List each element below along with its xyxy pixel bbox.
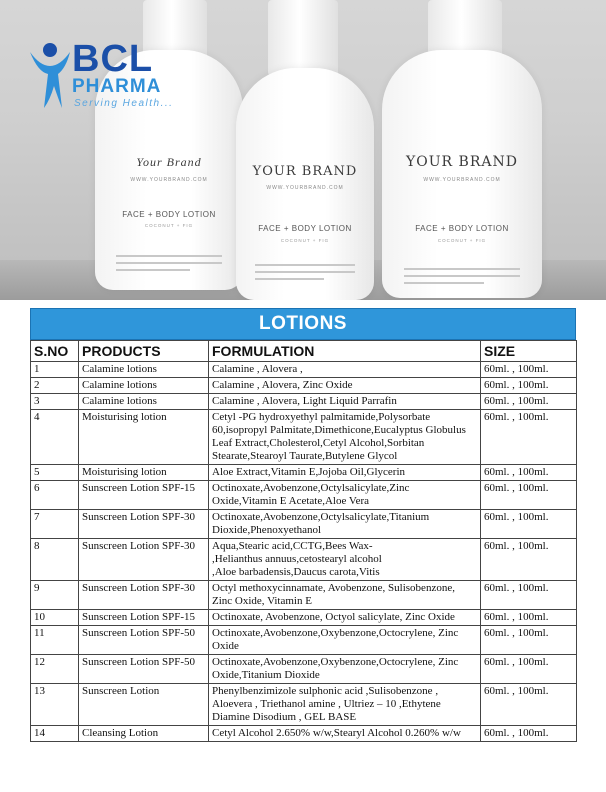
- bottle-variant: COCONUT + FIG: [437, 238, 487, 243]
- cell-sno: 9: [31, 581, 79, 610]
- table-row: [31, 362, 577, 378]
- bottle-fineprint: [255, 264, 354, 266]
- cell-size: 60ml. , 100ml.: [481, 410, 577, 465]
- cell-sno: 13: [31, 684, 79, 726]
- cell-formulation: Octinoxate,Avobenzone,Octylsalicylate,Titanium Dioxide,Phenoxyethanol: [209, 510, 481, 539]
- cell-product: Moisturising lotion: [79, 410, 209, 465]
- person-icon: [28, 38, 72, 118]
- bottle-product: FACE + BODY LOTION: [122, 210, 216, 219]
- cell-formulation: Octinoxate, Avobenzone, Octyol salicylate, Zinc Oxide: [209, 610, 481, 626]
- cell-sno: 2: [31, 378, 79, 394]
- logo-subname: PHARMA: [72, 76, 162, 97]
- cell-size: 60ml. , 100ml.: [481, 539, 577, 581]
- bottle-fineprint: [255, 271, 354, 273]
- bottle-brand: YOUR BRAND: [252, 164, 358, 179]
- table-title: LOTIONS: [30, 308, 576, 340]
- table-row: [31, 539, 577, 581]
- header-sno: S.NO: [31, 341, 79, 362]
- cell-sno: 5: [31, 465, 79, 481]
- bottle-fineprint: [404, 268, 519, 270]
- bottle-fineprint: [404, 282, 484, 284]
- bottle-product: FACE + BODY LOTION: [258, 224, 352, 233]
- cell-product: Calamine lotions: [79, 378, 209, 394]
- cell-size: 60ml. , 100ml.: [481, 581, 577, 610]
- cell-formulation: Calamine , Alovera, Light Liquid Parrafin: [209, 394, 481, 410]
- table-row: [31, 684, 577, 726]
- table-row: [31, 410, 577, 465]
- cell-size: 60ml. , 100ml.: [481, 510, 577, 539]
- cell-sno: 3: [31, 394, 79, 410]
- cell-sno: 1: [31, 362, 79, 378]
- cell-size: 60ml. , 100ml.: [481, 394, 577, 410]
- bottle-fineprint: [116, 255, 223, 257]
- bottle-product: FACE + BODY LOTION: [415, 224, 509, 233]
- cell-product: Calamine lotions: [79, 362, 209, 378]
- cell-size: 60ml. , 100ml.: [481, 655, 577, 684]
- lotion-bottle: [236, 68, 374, 300]
- bottle-url: WWW.YOURBRAND.COM: [266, 185, 344, 191]
- table-row: [31, 655, 577, 684]
- logo-tagline: Serving Health...: [74, 98, 174, 109]
- cell-sno: 8: [31, 539, 79, 581]
- table-row: [31, 581, 577, 610]
- table-row: [31, 626, 577, 655]
- bottle-variant: COCONUT + FIG: [280, 238, 330, 243]
- bottle-brand: Your Brand: [136, 155, 202, 169]
- cell-sno: 14: [31, 726, 79, 742]
- table-row: [31, 394, 577, 410]
- cell-formulation: Calamine , Alovera, Zinc Oxide: [209, 378, 481, 394]
- table-row: [31, 465, 577, 481]
- bottle-fineprint: [116, 269, 190, 271]
- cell-product: Calamine lotions: [79, 394, 209, 410]
- cell-formulation: Octinoxate,Avobenzone,Oxybenzone,Octocrylene, Zinc Oxide,Titanium Dioxide: [209, 655, 481, 684]
- cell-product: Sunscreen Lotion SPF-30: [79, 539, 209, 581]
- bottle-brand: YOUR BRAND: [406, 154, 518, 170]
- cell-sno: 10: [31, 610, 79, 626]
- table-row: [31, 378, 577, 394]
- cell-size: 60ml. , 100ml.: [481, 481, 577, 510]
- cell-product: Sunscreen Lotion: [79, 684, 209, 726]
- cell-size: 60ml. , 100ml.: [481, 378, 577, 394]
- cell-formulation: Octinoxate,Avobenzone,Oxybenzone,Octocrylene, Zinc Oxide: [209, 626, 481, 655]
- cell-sno: 11: [31, 626, 79, 655]
- bottle-fineprint: [116, 262, 223, 264]
- cell-formulation: Octinoxate,Avobenzone,Octylsalicylate,Zinc Oxide,Vitamin E Acetate,Aloe Vera: [209, 481, 481, 510]
- bottle-cap: [268, 0, 338, 76]
- cell-sno: 12: [31, 655, 79, 684]
- table-row: [31, 481, 577, 510]
- cell-product: Sunscreen Lotion SPF-15: [79, 610, 209, 626]
- cell-formulation: Phenylbenzimizole sulphonic acid ,Sulisobenzone , Aloevera , Triethanol amine , Ultriez – 10 ,Ethytene Diamine Disodium , GEL BASE: [209, 684, 481, 726]
- bottle-variant: COCONUT + FIG: [144, 223, 194, 228]
- cell-formulation: Cetyl Alcohol 2.650% w/w,Stearyl Alcohol 0.260% w/w: [209, 726, 481, 742]
- cell-product: Sunscreen Lotion SPF-50: [79, 655, 209, 684]
- cell-product: Sunscreen Lotion SPF-15: [79, 481, 209, 510]
- cell-size: 60ml. , 100ml.: [481, 726, 577, 742]
- lotions-table: [30, 340, 577, 742]
- cell-product: Sunscreen Lotion SPF-50: [79, 626, 209, 655]
- cell-size: 60ml. , 100ml.: [481, 610, 577, 626]
- cell-product: Sunscreen Lotion SPF-30: [79, 581, 209, 610]
- cell-sno: 7: [31, 510, 79, 539]
- cell-product: Moisturising lotion: [79, 465, 209, 481]
- cell-formulation: Aqua,Stearic acid,CCTG,Bees Wax- ,Helianthus annuus,cetostearyl alcohol ,Aloe barbadensis,Daucus carota,Vitis: [209, 539, 481, 581]
- lotions-table-section: [30, 308, 576, 742]
- cell-formulation: Calamine , Alovera ,: [209, 362, 481, 378]
- cell-formulation: Octyl methoxycinnamate, Avobenzone, Sulisobenzone, Zinc Oxide, Vitamin E: [209, 581, 481, 610]
- table-row: [31, 726, 577, 742]
- table-header-row: [31, 341, 577, 362]
- cell-sno: 6: [31, 481, 79, 510]
- header-size: SIZE: [481, 341, 577, 362]
- bottle-url: WWW.YOURBRAND.COM: [130, 177, 208, 183]
- logo-name: BCL: [72, 38, 154, 80]
- cell-sno: 4: [31, 410, 79, 465]
- bottle-url: WWW.YOURBRAND.COM: [423, 177, 501, 183]
- lotion-bottle: [382, 50, 542, 298]
- table-row: [31, 610, 577, 626]
- cell-size: 60ml. , 100ml.: [481, 465, 577, 481]
- table-row: [31, 510, 577, 539]
- cell-product: Sunscreen Lotion SPF-30: [79, 510, 209, 539]
- company-logo: [28, 38, 218, 118]
- header-products: PRODUCTS: [79, 341, 209, 362]
- cell-size: 60ml. , 100ml.: [481, 626, 577, 655]
- bottle-fineprint: [255, 278, 324, 280]
- bottle-fineprint: [404, 275, 519, 277]
- cell-formulation: Cetyl -PG hydroxyethyl palmitamide,Polysorbate 60,isopropyl Palmitate,Dimethicone,Eucalyptus Globulus Leaf Extract,Cholesterol,Cetyl Alcohol,Sorbitan Stearate,Stearoyl Taurate,Butylene Glycol: [209, 410, 481, 465]
- cell-product: Cleansing Lotion: [79, 726, 209, 742]
- cell-size: 60ml. , 100ml.: [481, 684, 577, 726]
- header-formulation: FORMULATION: [209, 341, 481, 362]
- cell-formulation: Aloe Extract,Vitamin E,Jojoba Oil,Glycerin: [209, 465, 481, 481]
- cell-size: 60ml. , 100ml.: [481, 362, 577, 378]
- hero-product-photo: [0, 0, 606, 300]
